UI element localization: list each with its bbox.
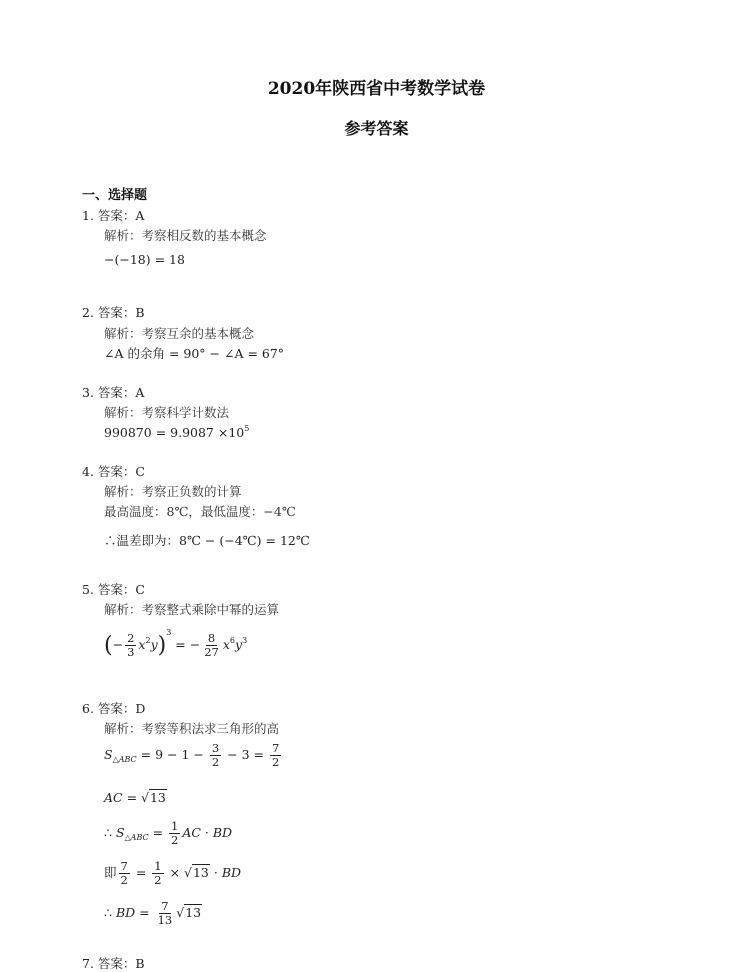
- q3-analysis: 解析：考察科学计数法: [104, 405, 230, 420]
- page-title: 2020年陕西省中考数学试卷: [267, 79, 486, 99]
- q6-analysis: 解析：考察等积法求三角形的高: [104, 721, 280, 736]
- q1-analysis: 解析：考察相反数的基本概念: [104, 228, 267, 243]
- q2-analysis: 解析：考察互余的基本概念: [104, 326, 255, 341]
- q3-head: 3. 答案：A: [82, 385, 145, 400]
- q7-head: 7. 答案：B: [82, 956, 145, 971]
- q6-head: 6. 答案：D: [82, 701, 146, 716]
- q6-math-ac: AC = √13: [104, 790, 166, 805]
- page-subtitle: 参考答案: [344, 119, 409, 138]
- q6-math-area-formula: ∴ $S_{\triangle ABC}$ = $\frac{1}{2}$ AC · BD: [104, 819, 233, 848]
- q4-temperatures: 最高温度：8℃，最低温度：−4℃: [104, 504, 296, 519]
- q1-head: 1. 答案：A: [82, 208, 145, 223]
- section-heading: 一、选择题: [82, 188, 148, 203]
- q6-math-result: ∴ BD = $\frac{7}{13}$ √13: [104, 899, 202, 928]
- q5-math: (− $\frac{2}{3}$ $x^2y)^3$ = − $\frac{8}{27}$ $x^6y^3$: [104, 628, 248, 659]
- q5-analysis: 解析：考察整式乘除中幂的运算: [104, 602, 280, 617]
- q3-math-exponent: 5: [244, 424, 250, 433]
- q6-math-substitute: 即 $\frac{7}{2}$ = $\frac{1}{2}$ × √13 · BD: [104, 859, 242, 888]
- q6-math-area: $S_{\triangle ABC} = 9 - 1$ − $\frac{3}{2}$ − 3 = $\frac{7}{2}$: [104, 741, 280, 770]
- q5-head: 5. 答案：C: [82, 582, 145, 597]
- q2-math: ∠A 的余角 = 90° − ∠A = 67°: [104, 346, 285, 361]
- q2-head: 2. 答案：B: [82, 305, 145, 320]
- q4-head: 4. 答案：C: [82, 464, 145, 479]
- q1-math: −(−18) = 18: [104, 252, 185, 267]
- q3-math-base: 990870 = 9.9087 ×10: [104, 425, 245, 440]
- q4-math: ∴温差即为：8℃ − (−4℃) = 12℃: [104, 533, 310, 548]
- q4-analysis: 解析：考察正负数的计算: [104, 484, 242, 499]
- q3-math: [104, 424, 249, 440]
